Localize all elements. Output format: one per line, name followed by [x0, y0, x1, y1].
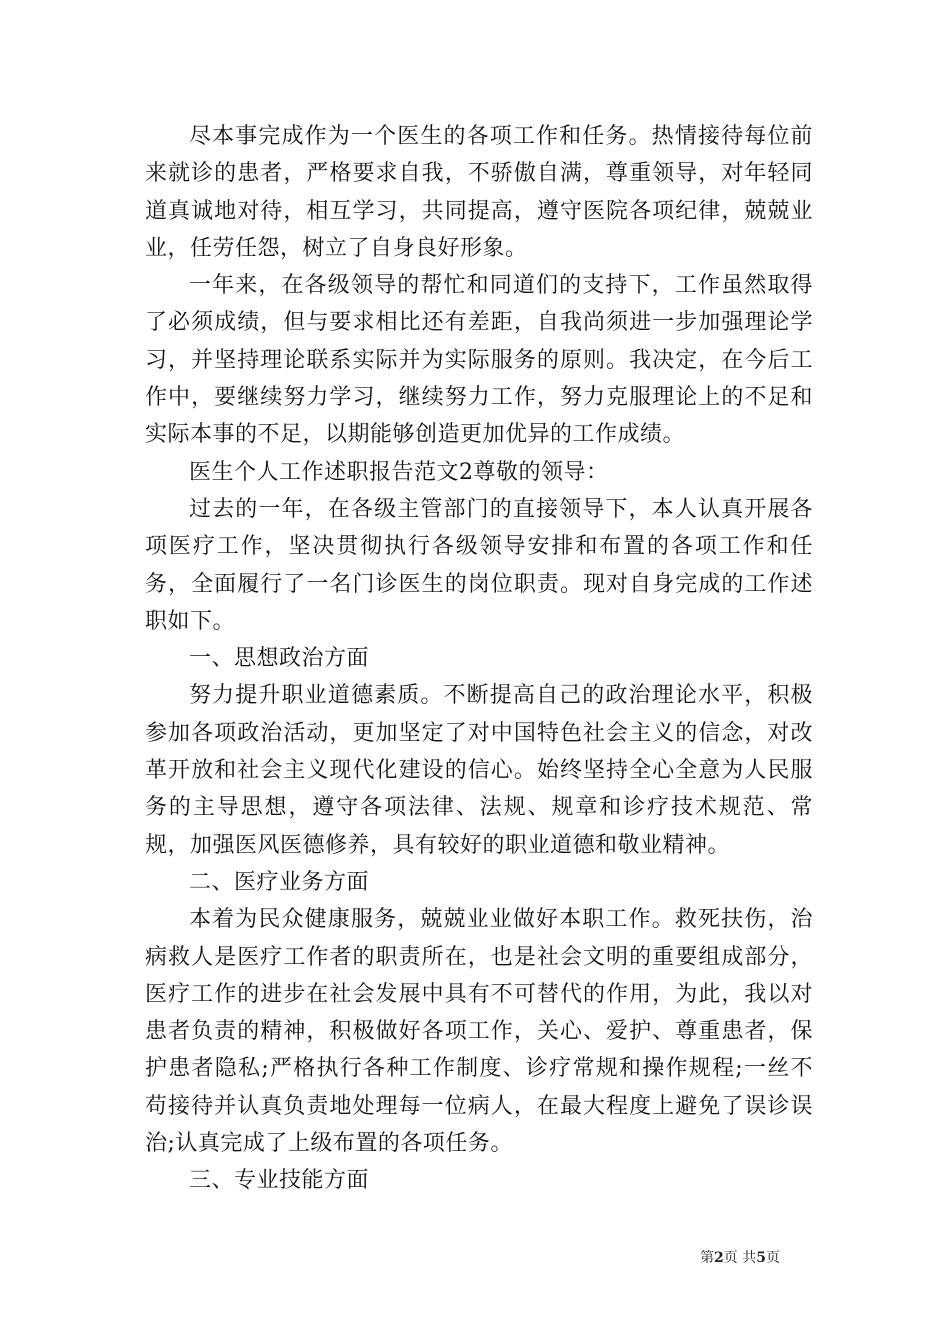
footer-middle: 页 共: [723, 1250, 757, 1266]
footer-suffix: 页: [765, 1250, 780, 1266]
paragraph-5: 努力提升职业道德素质。不断提高自己的政治理论水平，积极参加各项政治活动，更加坚定了对中国特色社会主义的信念，对改革开放和社会主义现代化建设的信心。始终坚持全心全意为人民服务的主导思想，遵守各项法律、法规、规章和诊疗技术规范、常规，加强医风医德修养，具有较好的职业道德和敬业精神。: [145, 683, 813, 858]
footer-total-pages: 5: [756, 1250, 766, 1266]
paragraph-6: 本着为民众健康服务，兢兢业业做好本职工作。救死扶伤，治病救人是医疗工作者的职责所在，也是社会文明的重要组成部分，医疗工作的进步在社会发展中具有不可替代的作用，为此，我以对患者负责的精神，积极做好各项工作，关心、爱护、尊重患者，保护患者隐私;严格执行各种工作制度、诊疗常规和操作规程;一丝不苟接待并认真负责地处理每一位病人，在最大程度上避免了误诊误治;认真完成了上级布置的各项任务。: [145, 907, 813, 1157]
footer-prefix: 第: [700, 1250, 714, 1266]
page-number-footer: [700, 1247, 780, 1267]
footer-current-page: 2: [714, 1250, 724, 1266]
paragraph-4: 过去的一年，在各级主管部门的直接领导下，本人认真开展各项医疗工作，坚决贯彻执行各级领导安排和布置的各项工作和任务，全面履行了一名门诊医生的岗位职责。现对自身完成的工作述职如下。: [145, 496, 813, 634]
paragraph-1: 尽本事完成作为一个医生的各项工作和任务。热情接待每位前来就诊的患者，严格要求自我，不骄傲自满，尊重领导，对年轻同道真诚地对待，相互学习，共同提高，遵守医院各项纪律，兢兢业业，任劳任怨，树立了自身良好形象。: [145, 124, 813, 261]
paragraph-2: 一年来，在各级领导的帮忙和同道们的支持下，工作虽然取得了必须成绩，但与要求相比还有差距，自我尚须进一步加强理论学习，并坚持理论联系实际并为实际服务的原则。我决定，在今后工作中，要继续努力学习，继续努力工作，努力克服理论上的不足和实际本事的不足，以期能够创造更加优异的工作成绩。: [145, 273, 813, 448]
section-heading-1: 一、思想政治方面: [189, 646, 370, 672]
section-heading-3: 三、专业技能方面: [189, 1168, 370, 1194]
document-body: [145, 118, 813, 1200]
section-heading-2: 二、医疗业务方面: [189, 869, 370, 895]
paragraph-3-title: 医生个人工作述职报告范文2尊敬的领导：: [189, 459, 609, 485]
